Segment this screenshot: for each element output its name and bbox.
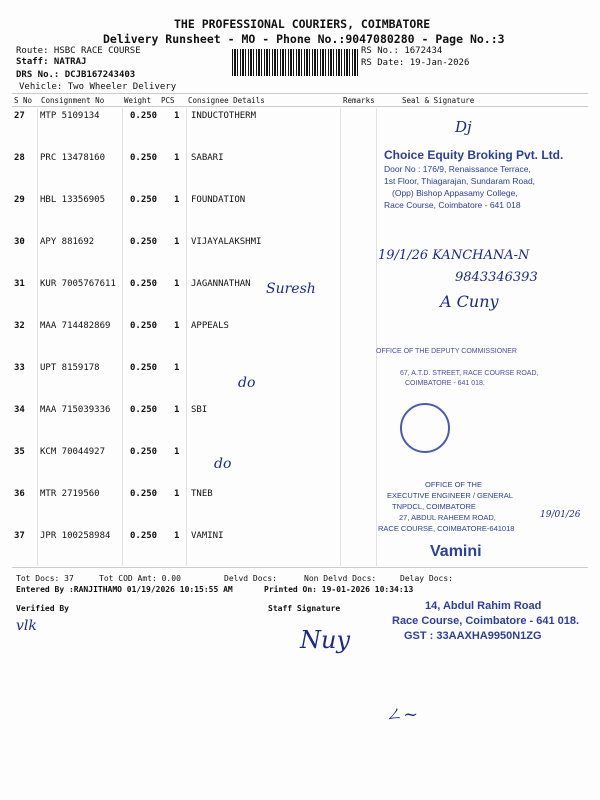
consignee: INDUCTOTHERM bbox=[191, 111, 257, 121]
stamp-choice: Choice Equity Broking Pvt. Ltd. bbox=[384, 148, 564, 162]
signature-27: Dj bbox=[455, 118, 472, 136]
pieces: 1 bbox=[174, 363, 180, 373]
non-delivered-docs: Non Delvd Docs: bbox=[304, 574, 377, 583]
remark-do: do bbox=[238, 375, 256, 391]
serial-number: 34 bbox=[14, 405, 25, 415]
serial-number: 27 bbox=[14, 111, 25, 121]
stamp-text: 1st Floor, Thiagarajan, Sundaram Road, bbox=[384, 176, 536, 186]
pieces: 1 bbox=[174, 489, 180, 499]
pieces: 1 bbox=[174, 195, 180, 205]
stamp-text: COIMBATORE - 641 018. bbox=[405, 380, 485, 387]
pieces: 1 bbox=[174, 405, 180, 415]
pieces: 1 bbox=[174, 237, 180, 247]
consignment-number: MTR 2719560 bbox=[40, 489, 100, 499]
consignment-number: HBL 13356905 bbox=[40, 195, 106, 205]
signature-date: 19/01/26 bbox=[540, 510, 581, 520]
consignee: APPEALS bbox=[191, 321, 229, 331]
serial-number: 31 bbox=[14, 279, 25, 289]
consignee: JAGANNATHAN bbox=[191, 279, 251, 289]
stamp-text: Race Course, Coimbatore - 641 018 bbox=[384, 200, 521, 210]
col-consignee: Consignee Details bbox=[188, 96, 265, 105]
serial-number: 33 bbox=[14, 363, 25, 373]
staff-signature-label: Staff Signature bbox=[268, 604, 341, 613]
consignment-number: APY 881692 bbox=[40, 237, 95, 247]
stamp-text: 27, ABDUL RAHEEM ROAD, bbox=[399, 513, 496, 522]
entered-by: Entered By :RANJITHAMO 01/19/2026 10:15:55 AM bbox=[16, 585, 233, 594]
barcode bbox=[232, 49, 358, 76]
stamp-text: EXECUTIVE ENGINEER / GENERAL bbox=[387, 491, 513, 500]
weight: 0.250 bbox=[130, 279, 158, 289]
weight: 0.250 bbox=[130, 321, 158, 331]
total-cod: Tot COD Amt: 0.00 bbox=[99, 574, 181, 583]
consignment-number: UPT 8159178 bbox=[40, 363, 100, 373]
pieces: 1 bbox=[174, 279, 180, 289]
consignment-number: KCM 70044927 bbox=[40, 447, 106, 457]
consignee: SABARI bbox=[191, 153, 224, 163]
remark-suresh: Suresh bbox=[266, 281, 316, 297]
stamp-tneb: OFFICE OF THE bbox=[425, 480, 482, 489]
col-remarks: Remarks bbox=[343, 96, 375, 105]
serial-number: 28 bbox=[14, 153, 25, 163]
signature-phone: 9843346393 bbox=[455, 270, 538, 285]
weight: 0.250 bbox=[130, 363, 158, 373]
pieces: 1 bbox=[174, 153, 180, 163]
consignment-number: JPR 100258984 bbox=[40, 531, 111, 541]
delivered-docs: Delvd Docs: bbox=[224, 574, 277, 583]
vehicle: Vehicle: Two Wheeler Delivery bbox=[19, 82, 177, 92]
table-row bbox=[0, 111, 600, 153]
serial-number: 32 bbox=[14, 321, 25, 331]
stamp-text: Door No : 176/9, Renaissance Terrace, bbox=[384, 164, 531, 174]
serial-number: 35 bbox=[14, 447, 25, 457]
stamp-text: Race Course, Coimbatore - 641 018. bbox=[392, 615, 580, 627]
verified-by-label: Verified By bbox=[16, 604, 69, 613]
staff-signature: Nuy bbox=[300, 626, 351, 654]
consignee: TNEB bbox=[191, 489, 213, 499]
stamp-text: TNPDCL, COIMBATORE bbox=[392, 502, 476, 511]
signature-scribble: ㄥ~ bbox=[385, 704, 419, 725]
route: Route: HSBC RACE COURSE bbox=[16, 46, 141, 56]
weight: 0.250 bbox=[130, 447, 158, 457]
consignee: VAMINI bbox=[191, 531, 224, 541]
printed-on: Printed On: 19-01-2026 10:34:13 bbox=[264, 585, 414, 594]
col-weight: Weight bbox=[124, 96, 152, 105]
stamp-text: 14, Abdul Rahim Road bbox=[425, 600, 542, 612]
divider bbox=[12, 93, 588, 94]
stamp-text: (Opp) Bishop Appasamy College, bbox=[392, 188, 518, 198]
weight: 0.250 bbox=[130, 489, 158, 499]
consignee: VIJAYALAKSHMI bbox=[191, 237, 262, 247]
table-row bbox=[0, 447, 600, 489]
remark-do: do bbox=[214, 456, 232, 472]
verifier-signature: vlk bbox=[16, 618, 37, 634]
consignment-number: MAA 715039336 bbox=[40, 405, 111, 415]
signature-30: 19/1/26 KANCHANA-N bbox=[378, 248, 530, 263]
total-docs: Tot Docs: 37 bbox=[16, 574, 74, 583]
staff: Staff: NATRAJ bbox=[16, 57, 87, 67]
round-seal bbox=[400, 403, 450, 453]
serial-number: 36 bbox=[14, 489, 25, 499]
company-title: THE PROFESSIONAL COURIERS, COIMBATORE bbox=[174, 17, 431, 31]
stamp-sbi: OFFICE OF THE DEPUTY COMMISSIONER bbox=[376, 348, 517, 355]
pieces: 1 bbox=[174, 111, 180, 121]
table-row bbox=[0, 321, 600, 363]
pieces: 1 bbox=[174, 321, 180, 331]
stamp-text: 67, A.T.D. STREET, RACE COURSE ROAD, bbox=[400, 370, 539, 377]
table-row bbox=[0, 405, 600, 447]
consignment-number: KUR 7005767611 bbox=[40, 279, 116, 289]
consignee: SBI bbox=[191, 405, 208, 415]
divider bbox=[12, 106, 588, 107]
stamp-vamini: Vamini bbox=[430, 543, 482, 560]
weight: 0.250 bbox=[130, 153, 158, 163]
serial-number: 30 bbox=[14, 237, 25, 247]
serial-number: 37 bbox=[14, 531, 25, 541]
rs-date: RS Date: 19-Jan-2026 bbox=[361, 58, 470, 68]
consignment-number: MTP 5109134 bbox=[40, 111, 100, 121]
rs-number: RS No.: 1672434 bbox=[361, 46, 443, 56]
weight: 0.250 bbox=[130, 195, 158, 205]
serial-number: 29 bbox=[14, 195, 25, 205]
divider bbox=[12, 567, 588, 568]
runsheet-title: Delivery Runsheet - MO - Phone No.:9047080280 - Page No.:3 bbox=[103, 32, 505, 46]
col-pcs: PCS bbox=[161, 96, 175, 105]
weight: 0.250 bbox=[130, 405, 158, 415]
col-sno: S No bbox=[14, 96, 33, 105]
pieces: 1 bbox=[174, 531, 180, 541]
stamp-text: GST : 33AAXHA9950N1ZG bbox=[404, 630, 542, 642]
weight: 0.250 bbox=[130, 531, 158, 541]
col-consignment: Consignment No bbox=[41, 96, 105, 105]
consignment-number: MAA 714482869 bbox=[40, 321, 111, 331]
col-seal: Seal & Signature bbox=[402, 96, 475, 105]
pieces: 1 bbox=[174, 447, 180, 457]
weight: 0.250 bbox=[130, 111, 158, 121]
weight: 0.250 bbox=[130, 237, 158, 247]
consignee: FOUNDATION bbox=[191, 195, 246, 205]
signature-31: A Cuny bbox=[440, 292, 499, 311]
consignment-number: PRC 13478160 bbox=[40, 153, 106, 163]
delay-docs: Delay Docs: bbox=[400, 574, 453, 583]
drs-number: DRS No.: DCJB167243403 bbox=[16, 70, 136, 80]
stamp-text: RACE COURSE, COIMBATORE-641018 bbox=[378, 524, 515, 533]
